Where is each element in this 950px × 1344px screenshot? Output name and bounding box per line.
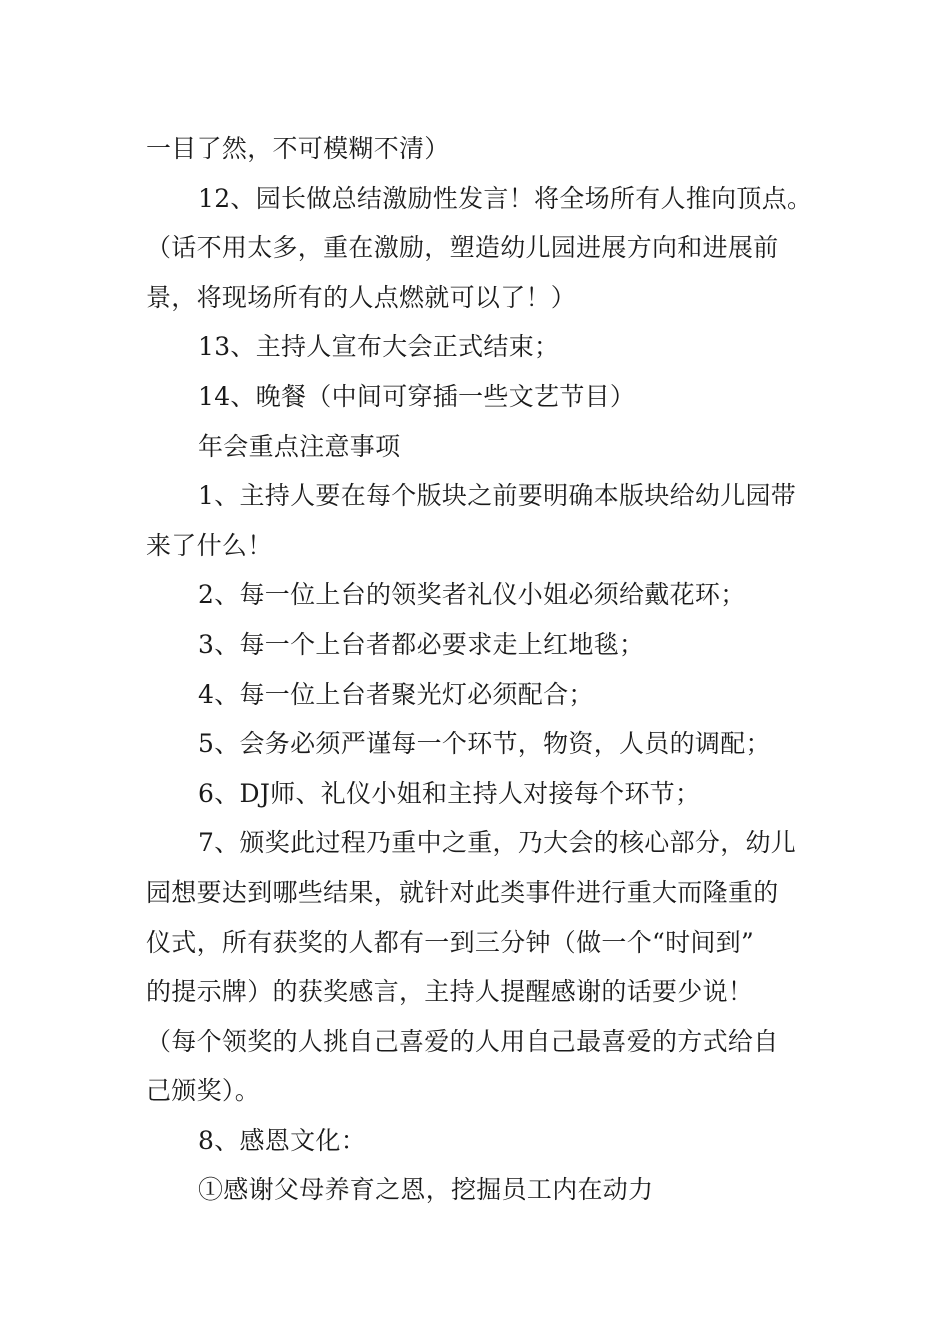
text-line: 6、DJ师、礼仪小姐和主持人对接每个环节； xyxy=(198,778,701,808)
text-line: 园想要达到哪些结果，就针对此类事件进行重大而隆重的 xyxy=(146,877,779,907)
document-body xyxy=(146,124,826,1215)
text-line: 4、每一位上台者聚光灯必须配合； xyxy=(198,679,594,709)
text-line: 7、颁奖此过程乃重中之重，乃大会的核心部分，幼儿 xyxy=(198,828,797,858)
text-line: 的提示牌）的获奖感言，主持人提醒感谢的话要少说！ xyxy=(146,977,754,1007)
text-line: 8、感恩文化： xyxy=(198,1125,367,1155)
text-line: 一目了然，不可模糊不清） xyxy=(146,134,450,163)
text-line: （每个领奖的人挑自己喜爱的人用自己最喜爱的方式给自 xyxy=(146,1026,779,1056)
text-line: 12、园长做总结激励性发言！将全场所有人推向顶点。 xyxy=(198,183,813,213)
text-line: 仪式，所有获奖的人都有一到三分钟（做一个“时间到” xyxy=(146,927,755,957)
text-line: （话不用太多，重在激励，塑造幼儿园进展方向和进展前 xyxy=(146,233,779,263)
text-line: 13、主持人宣布大会正式结束； xyxy=(198,332,560,362)
text-line: 景，将现场所有的人点燃就可以了！） xyxy=(146,282,577,312)
text-line: 14、晚餐（中间可穿插一些文艺节目） xyxy=(198,381,636,411)
text-line: 1、主持人要在每个版块之前要明确本版块给幼儿园带 xyxy=(198,481,797,511)
section-heading: 年会重点注意事项 xyxy=(198,431,401,461)
text-line: ①感谢父母养育之恩，挖掘员工内在动力 xyxy=(198,1175,654,1205)
text-line: 己颁奖）。 xyxy=(146,1076,261,1106)
text-line: 2、每一位上台的领奖者礼仪小姐必须给戴花环； xyxy=(198,580,746,610)
text-line: 5、会务必须严谨每一个环节，物资，人员的调配； xyxy=(198,729,771,759)
text-line: 来了什么！ xyxy=(146,530,273,560)
text-line: 3、每一个上台者都必要求走上红地毯； xyxy=(198,629,645,659)
